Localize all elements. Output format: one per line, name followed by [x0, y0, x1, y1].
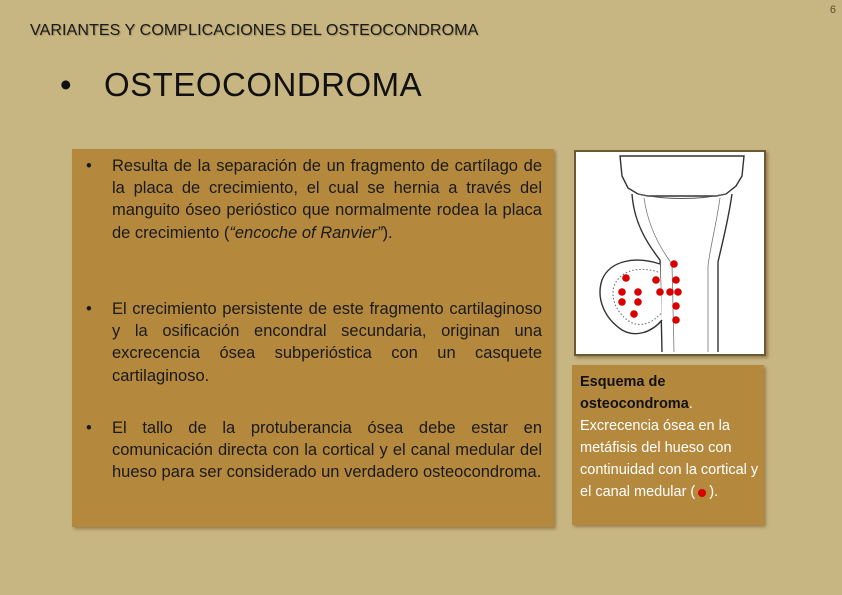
heading-text: OSTEOCONDROMA: [104, 66, 423, 103]
caption-body-end: ).: [709, 484, 719, 500]
red-marker-icon: [698, 489, 706, 497]
bullet-text-1: [112, 155, 542, 244]
caption-box: [572, 365, 764, 525]
bullet-dot: •: [86, 300, 92, 318]
bullet-text-1-part: Resulta de la separación de un fragmento de cartílago de la placa de crecimiento, el cual se hernia a través del manguito óseo perióstico que normalmente rodea la placa de crecimiento (: [112, 157, 542, 242]
bullet-dot: •: [86, 157, 92, 175]
bullet-dot: •: [86, 419, 92, 437]
bullet-item-1: [86, 155, 542, 244]
exostosis-outline: [600, 260, 662, 334]
bullet-item-3: [86, 417, 542, 484]
bullet-text-3: El tallo de la protuberancia ósea debe estar en comunicación directa con la cortical y el canal medular del hueso para ser considerado un verdadero osteocondroma.: [112, 419, 542, 482]
caption-body: Excrecencia ósea en la metáfisis del hueso con continuidad con la cortical y el canal medular (: [580, 418, 759, 500]
bullet-text-1-end: ).: [382, 223, 393, 242]
bullet-text-1-italic: “encoche of Ranvier”: [229, 223, 383, 242]
main-heading: [60, 66, 422, 104]
bullet-item-2: [86, 298, 542, 387]
heading-bullet: •: [60, 66, 73, 103]
bullet-text-2: El crecimiento persistente de este fragmento cartilaginoso y la osificación encondral secundaria, originan una excrecencia ósea subperióstica con un casquete cartilaginoso.: [112, 300, 542, 385]
text-panel: [72, 149, 554, 527]
bone-cortex-right: [718, 194, 732, 352]
caption-title-punct: .: [688, 396, 693, 412]
bone-schematic-icon: [576, 152, 764, 354]
caption-title: Esquema de osteocondroma: [580, 374, 689, 412]
caption-text: [580, 371, 760, 503]
epiphysis-shape: [620, 156, 744, 196]
slide-number: 6: [829, 4, 836, 16]
osteochondroma-diagram: [574, 150, 766, 356]
header-title: VARIANTES Y COMPLICACIONES DEL OSTEOCONDROMA: [30, 22, 479, 39]
